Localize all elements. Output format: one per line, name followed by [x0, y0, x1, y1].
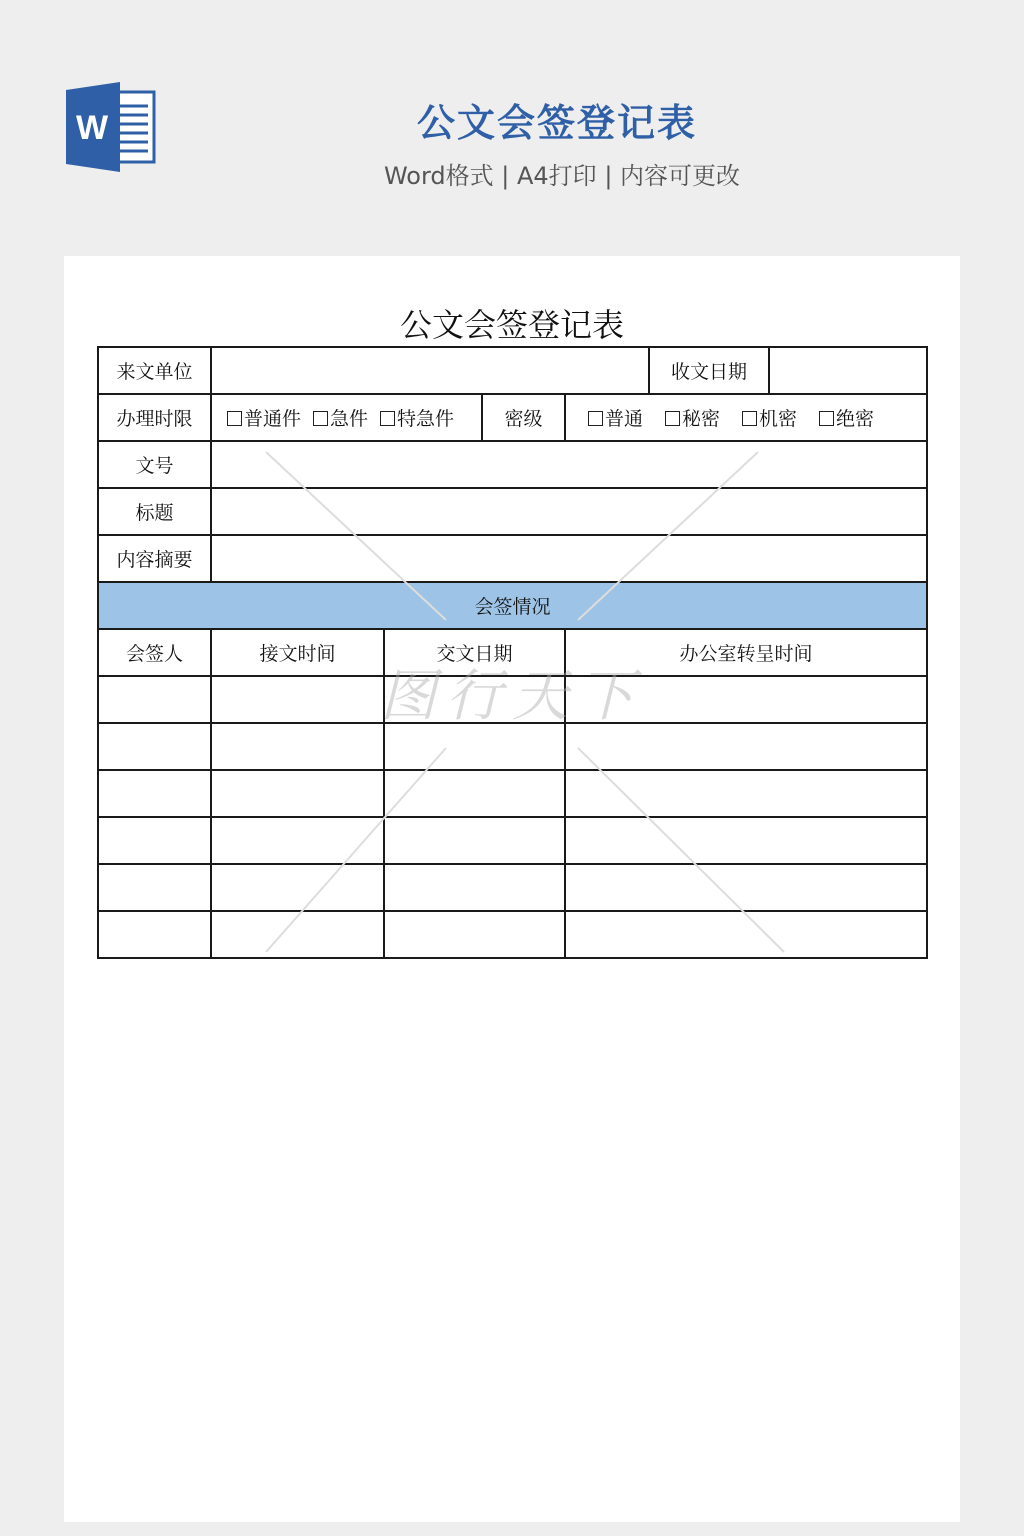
- subject-label: 标题: [98, 488, 211, 535]
- table-cell[interactable]: [384, 911, 565, 958]
- table-cell[interactable]: [211, 864, 384, 911]
- countersign-form-table: [97, 346, 928, 959]
- column-header: 接文时间: [211, 629, 384, 676]
- table-cell[interactable]: [384, 770, 565, 817]
- checkbox-icon: [588, 411, 603, 426]
- receive-date-field[interactable]: [769, 347, 927, 394]
- checkbox-icon: [380, 411, 395, 426]
- deadline-option-urgent[interactable]: 急件: [313, 404, 368, 431]
- table-cell[interactable]: [384, 676, 565, 723]
- table-cell[interactable]: [384, 817, 565, 864]
- table-cell[interactable]: [565, 864, 927, 911]
- countersign-rows: [98, 676, 927, 958]
- table-cell[interactable]: [565, 911, 927, 958]
- summary-field[interactable]: [211, 535, 927, 582]
- header-title: 公文会签登记表: [416, 101, 697, 145]
- table-cell[interactable]: [98, 676, 211, 723]
- document-title: 公文会签登记表: [399, 306, 624, 344]
- table-cell[interactable]: [98, 911, 211, 958]
- secrecy-option-secret[interactable]: 秘密: [665, 404, 720, 431]
- table-cell[interactable]: [211, 676, 384, 723]
- countersign-section-row: [98, 582, 927, 629]
- header-subtitle: Word格式 | A4打印 | 内容可更改: [383, 162, 741, 190]
- table-cell[interactable]: [98, 770, 211, 817]
- column-header: 会签人: [98, 629, 211, 676]
- table-row: [98, 864, 927, 911]
- secrecy-label: 密级: [482, 394, 565, 441]
- table-cell[interactable]: [98, 864, 211, 911]
- table-row: [98, 770, 927, 817]
- table-cell[interactable]: [565, 676, 927, 723]
- subject-row: [98, 488, 927, 535]
- sender-unit-field[interactable]: [211, 347, 649, 394]
- svg-text:W: W: [75, 109, 109, 147]
- checkbox-icon: [742, 411, 757, 426]
- table-cell[interactable]: [211, 723, 384, 770]
- table-cell[interactable]: [565, 817, 927, 864]
- deadline-label: 办理时限: [98, 394, 211, 441]
- summary-label: 内容摘要: [98, 535, 211, 582]
- table-cell[interactable]: [384, 723, 565, 770]
- watermark-text: 图行天下: [380, 664, 644, 729]
- doc-number-row: [98, 441, 927, 488]
- table-cell[interactable]: [98, 723, 211, 770]
- table-cell[interactable]: [98, 817, 211, 864]
- table-cell[interactable]: [211, 817, 384, 864]
- subject-field[interactable]: [211, 488, 927, 535]
- table-row: [98, 817, 927, 864]
- checkbox-icon: [227, 411, 242, 426]
- table-cell[interactable]: [565, 723, 927, 770]
- table-row: [98, 676, 927, 723]
- secrecy-option-normal[interactable]: 普通: [588, 404, 643, 431]
- countersign-section-header: 会签情况: [98, 582, 927, 629]
- checkbox-icon: [819, 411, 834, 426]
- deadline-row: [98, 394, 927, 441]
- column-header: 办公室转呈时间: [565, 629, 927, 676]
- doc-number-field[interactable]: [211, 441, 927, 488]
- countersign-header-row: [98, 629, 927, 676]
- deadline-options: [211, 394, 482, 441]
- table-cell[interactable]: [565, 770, 927, 817]
- secrecy-option-confidential[interactable]: 机密: [742, 404, 797, 431]
- table-row: [98, 911, 927, 958]
- deadline-option-normal[interactable]: 普通件: [227, 404, 301, 431]
- summary-row: [98, 535, 927, 582]
- secrecy-options: [565, 394, 927, 441]
- checkbox-icon: [313, 411, 328, 426]
- table-cell[interactable]: [384, 864, 565, 911]
- deadline-option-extra-urgent[interactable]: 特急件: [380, 404, 454, 431]
- receive-date-label: 收文日期: [649, 347, 769, 394]
- checkbox-icon: [665, 411, 680, 426]
- secrecy-option-top-secret[interactable]: 绝密: [819, 404, 874, 431]
- column-header: 交文日期: [384, 629, 565, 676]
- table-row: [98, 723, 927, 770]
- table-cell[interactable]: [211, 770, 384, 817]
- sender-row: [98, 347, 927, 394]
- sender-unit-label: 来文单位: [98, 347, 211, 394]
- table-cell[interactable]: [211, 911, 384, 958]
- doc-number-label: 文号: [98, 441, 211, 488]
